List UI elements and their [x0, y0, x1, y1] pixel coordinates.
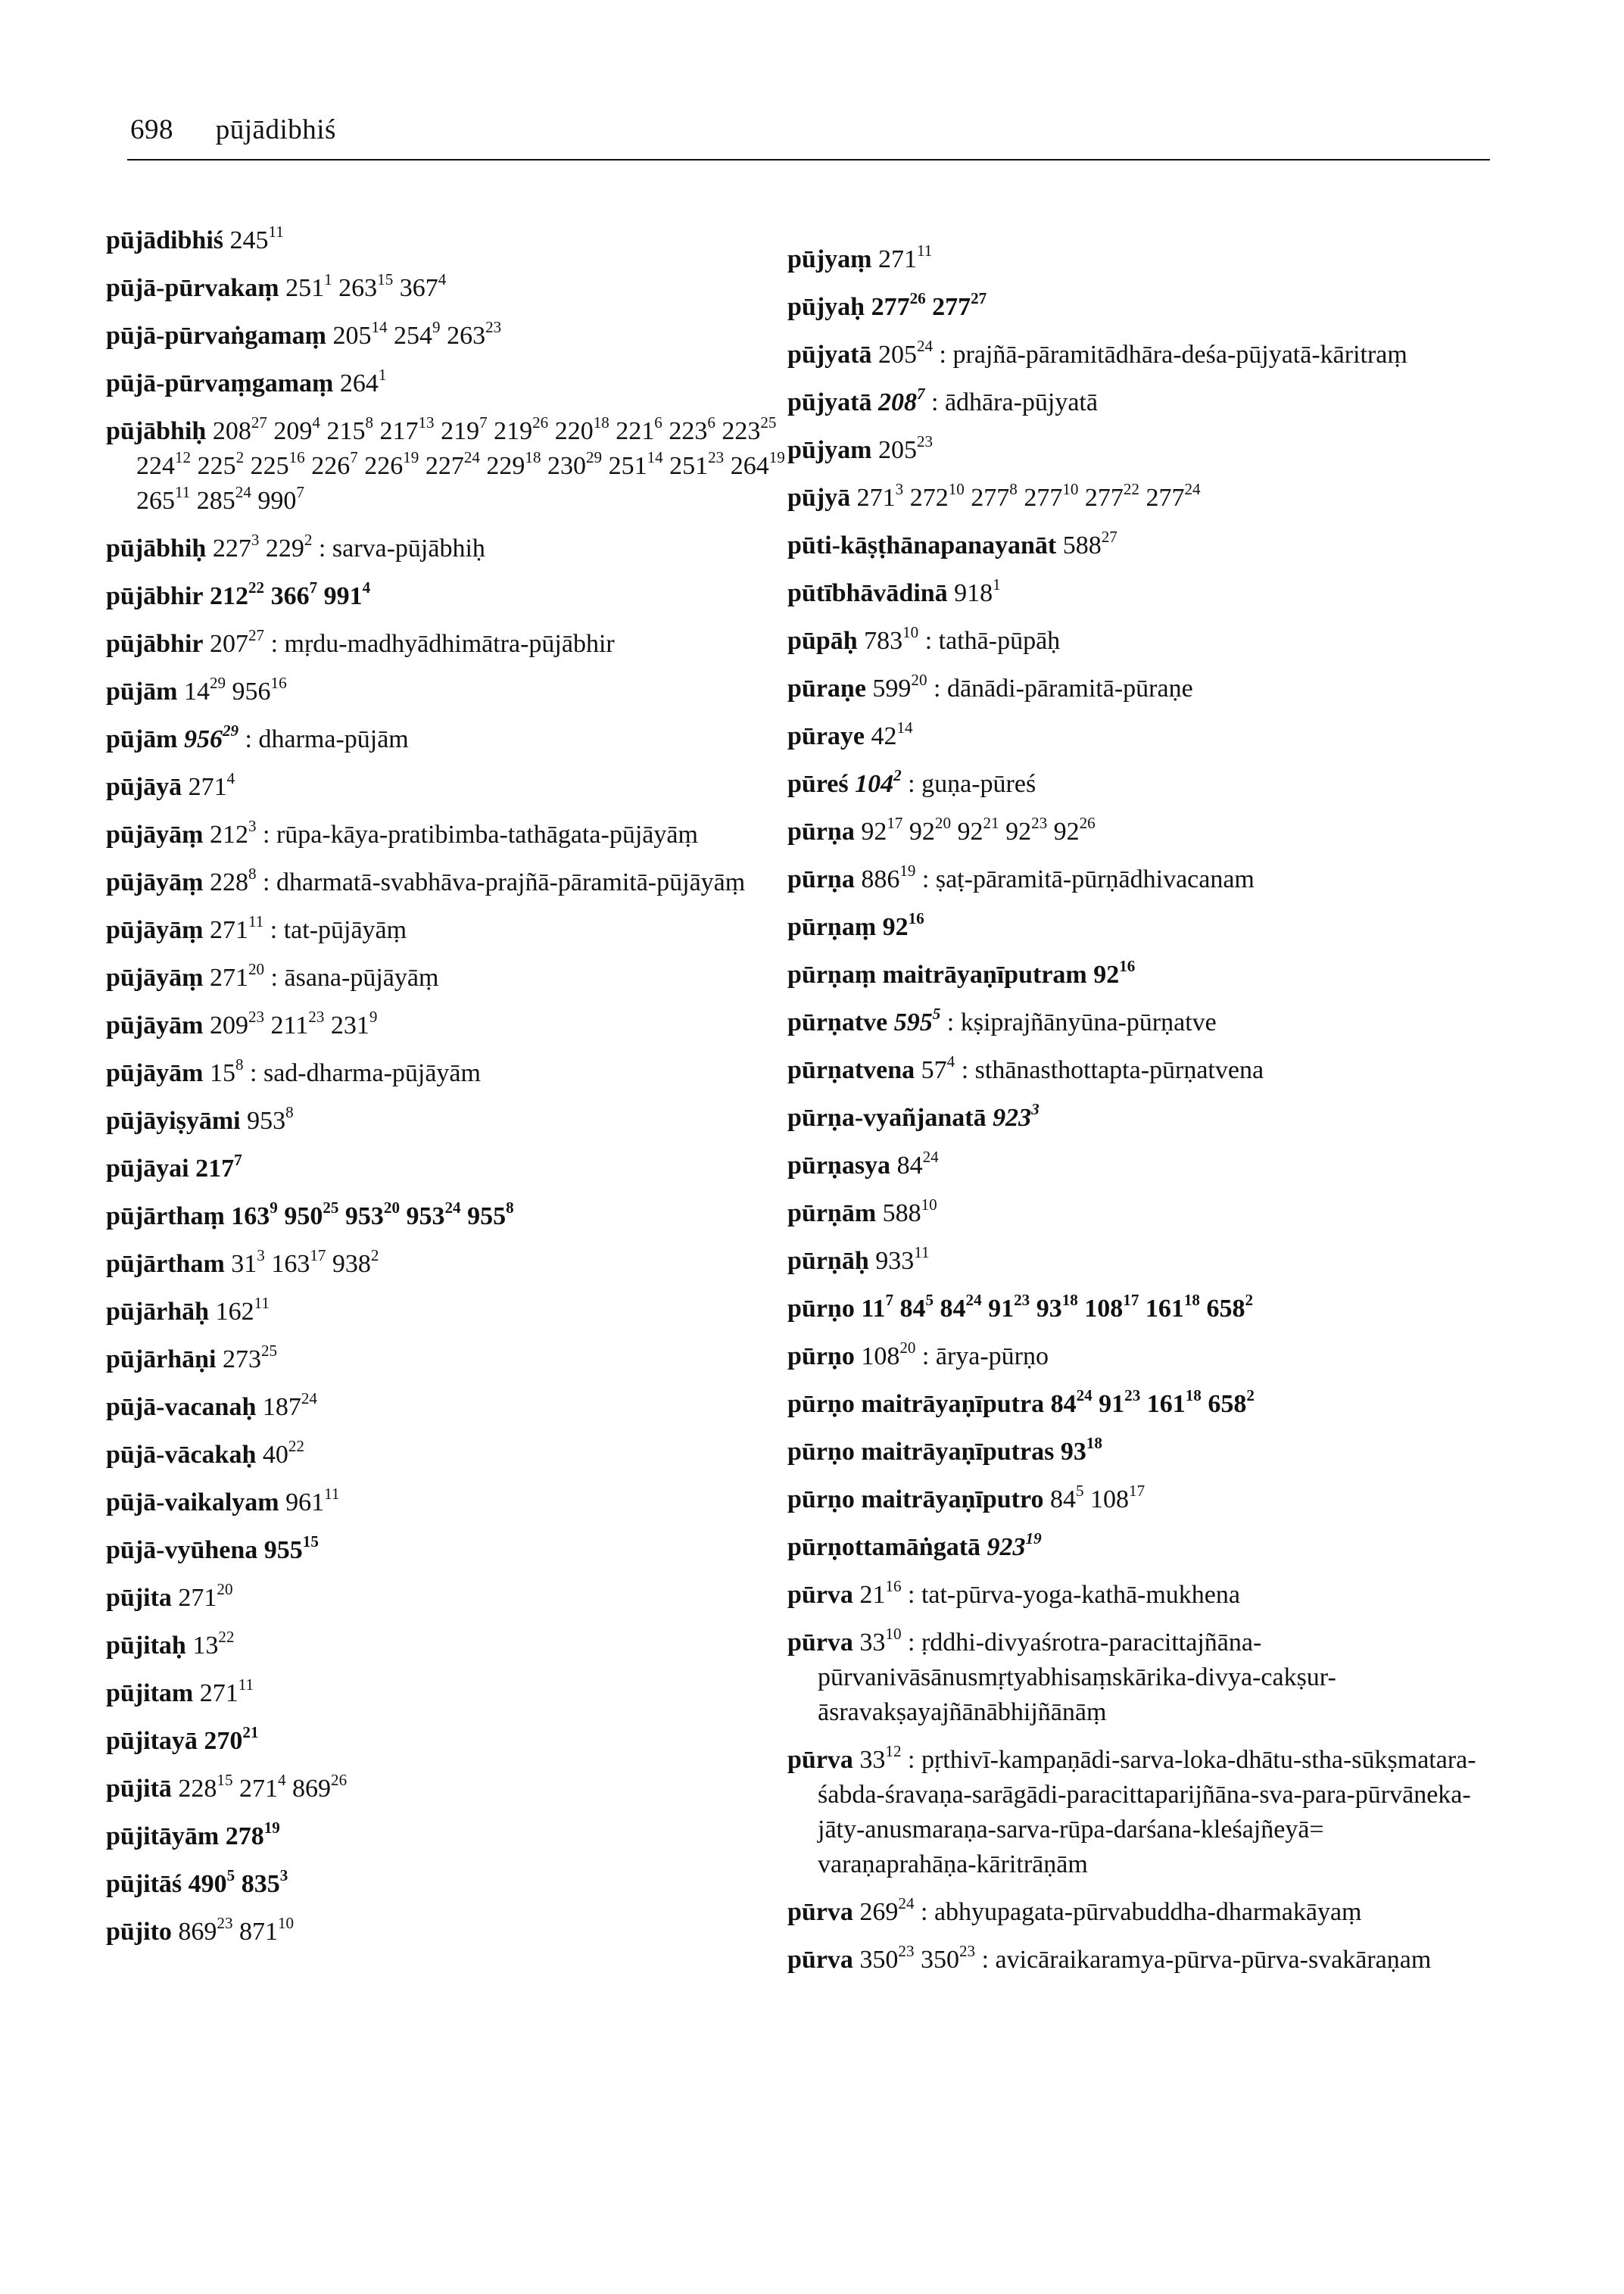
entry-headword: pūjyatā	[787, 388, 872, 416]
index-entry	[106, 1342, 803, 1377]
entry-headword: pūrṇottamāṅgatā	[787, 1533, 981, 1561]
index-entry: pūjābhir $207^{27}$ : mṛdu-madhyādhimātra-pūjābhir	[106, 625, 615, 658]
entry-gloss: guṇa-pūreś	[921, 770, 1036, 798]
index-entry	[787, 719, 1484, 754]
index-entry	[106, 1485, 803, 1520]
entry-references: $228^8$	[209, 864, 257, 896]
index-entry: pūrva $21^{16}$ : tat-pūrva-yoga-kathā-mukhena	[787, 1576, 1240, 1609]
entry-references: $277^{26}$ $277^{27}$	[871, 288, 987, 321]
index-entry: pūjyatā $205^{24}$ : prajñā-pāramitādhāra-deśa-pūjyatā-kāritraṃ	[787, 336, 1407, 369]
entry-references: $869^{23}$ $871^{10}$	[178, 1913, 295, 1946]
index-entry: pūjyatā $208^7$ : ādhāra-pūjyatā	[787, 384, 1098, 416]
entry-references: $251^1$ $263^{15}$ $367^4$	[285, 270, 447, 302]
entry-references: $227^3$ $229^2$	[212, 530, 313, 563]
entry-headword: pūrṇo maitrāyaṇīputra	[787, 1390, 1045, 1418]
index-entry	[787, 1196, 1484, 1231]
entry-gloss: tathā-pūpāḥ	[938, 627, 1061, 655]
entry-headword: pūjāyāṃ	[106, 916, 204, 944]
index-entry	[106, 1152, 803, 1186]
index-entry	[787, 910, 1484, 945]
entry-references: $208^{27}$ $209^4$ $215^8$ $217^{13}$ $219^7$ $219^{26}$ $220^{18}$ $221^6$ $223^6$ $223^{25}$ $224^{12}$ $225^2$ $225^{16}$ $226^7$ $226^{19}$ $227^{24}$ $229^{18}$ $230^{29}$ $251^{14}$ $251^{23}$ $264^{19}$ $265^{11}$ $285^{24}$ $990^7$	[136, 413, 785, 515]
entry-references: $270^{21}$	[204, 1722, 259, 1755]
entry-references: $208^7$	[877, 384, 925, 416]
index-entry: pūjāyāṃ $271^{20}$ : āsana-pūjāyāṃ	[106, 959, 439, 992]
index-entry	[106, 675, 803, 709]
entry-headword: pūjāyām	[106, 1011, 204, 1039]
index-entry: pūjāyām $15^8$ : sad-dharma-pūjāyām	[106, 1055, 481, 1087]
running-head	[130, 114, 336, 146]
index-entry	[106, 414, 803, 519]
entry-gloss: kṣiprajñānyūna-pūrṇatve	[960, 1008, 1217, 1036]
entry-references: $207^{27}$	[210, 625, 265, 658]
entry-headword: pūjām	[106, 725, 178, 753]
index-entry	[106, 1008, 803, 1043]
entry-references: $490^5$ $835^3$	[188, 1865, 288, 1898]
index-column-right	[787, 242, 1484, 1990]
entry-headword: pūjāyāṃ	[106, 821, 204, 849]
entry-references: $11^7$ $84^5$ $84^{24}$ $91^{23}$ $93^{18}$ $108^{17}$ $161^{18}$ $658^2$	[861, 1290, 1253, 1323]
entry-references: $955^{15}$	[263, 1532, 319, 1564]
entry-headword: pūjitam	[106, 1679, 194, 1707]
entry-references: $588^{10}$	[882, 1195, 937, 1227]
entry-headword: pūrṇo maitrāyaṇīputro	[787, 1485, 1044, 1513]
entry-references: $40^{22}$	[262, 1436, 304, 1469]
index-entry	[106, 271, 803, 306]
entry-gloss: āsana-pūjāyāṃ	[284, 964, 439, 992]
index-entry	[106, 1247, 803, 1282]
entry-headword: pūpāḥ	[787, 627, 858, 655]
entry-headword: pūtībhāvādinā	[787, 579, 948, 607]
entry-headword: pūjitaḥ	[106, 1632, 186, 1660]
entry-gloss: dānādi-pāramitā-pūraṇe	[946, 675, 1193, 703]
entry-references: $212^3$	[209, 816, 257, 849]
entry-references: $271^{11}$	[199, 1675, 254, 1707]
index-entry	[787, 815, 1484, 849]
entry-headword: pūraṇe	[787, 675, 866, 703]
entry-headword: pūjārthaṃ	[106, 1202, 225, 1230]
entry-headword: pūrva	[787, 1581, 853, 1609]
index-entry: pūrṇo $108^{20}$ : ārya-pūrṇo	[787, 1338, 1049, 1370]
entry-headword: pūjyā	[787, 484, 851, 512]
index-entry	[787, 528, 1484, 563]
index-entry	[787, 481, 1484, 516]
entry-gloss: mṛdu-madhyādhimātra-pūjābhir	[284, 630, 615, 658]
entry-references: $961^{11}$	[285, 1484, 340, 1516]
entry-references: $92^{16}$	[882, 909, 924, 941]
entry-gloss: sad-dharma-pūjāyām	[263, 1059, 481, 1087]
entry-headword: pūjā-pūrvaṃgamaṃ	[106, 369, 334, 397]
entry-headword: pūjā-vyūhena	[106, 1536, 258, 1564]
entry-gloss: dharmatā-svabhāva-prajñā-pāramitā-pūjāyāṃ	[276, 868, 746, 896]
index-entry	[787, 1435, 1484, 1470]
entry-headword: pūrṇo	[787, 1295, 855, 1323]
entry-headword: pūjāyā	[106, 773, 182, 801]
index-entry	[106, 1676, 803, 1711]
entry-references: $783^{10}$	[864, 622, 919, 655]
entry-headword: pūjādibhiś	[106, 226, 223, 254]
entry-headword: pūjāyām	[106, 1059, 204, 1087]
entry-references: $209^{23}$ $211^{23}$ $231^9$	[209, 1007, 378, 1039]
entry-references: $14^{29}$ $956^{16}$	[183, 673, 287, 706]
entry-headword: pūjitayā	[106, 1727, 198, 1755]
entry-references: $886^{19}$	[861, 861, 916, 893]
entry-references: $595^5$	[893, 1004, 941, 1036]
entry-headword: pūjitā	[106, 1775, 172, 1803]
entry-headword: pūrṇaṃ maitrāyaṇīputram	[787, 961, 1087, 989]
entry-gloss: ṣaṭ-pāramitā-pūrṇādhivacanam	[935, 865, 1255, 893]
page-number: 698	[130, 114, 173, 145]
entry-gloss: tat-pūjāyāṃ	[283, 916, 407, 944]
entry-headword: pūjyaṃ	[787, 245, 872, 273]
index-entry	[106, 1629, 803, 1663]
index-entry	[106, 1724, 803, 1759]
entry-references: $15^8$	[209, 1055, 244, 1087]
entry-references: $187^{24}$	[262, 1389, 317, 1421]
index-entry: pūrva $33^{10}$ : ṛddhi-divyaśrotra-paracittajñāna-pūrvanivāsānusmṛtyabhisaṃskārika-divya-cakṣur-āsravakṣayajñānābhijñānāṃ	[787, 1624, 1336, 1726]
entry-headword: pūrṇasya	[787, 1152, 891, 1180]
header-rule	[127, 159, 1490, 161]
entry-references: $271^{11}$	[877, 241, 933, 273]
entry-references: $599^{20}$	[872, 670, 927, 703]
entry-references: $271^{20}$	[209, 959, 265, 992]
entry-headword: pūrṇatvena	[787, 1056, 915, 1084]
index-entry	[106, 1438, 803, 1473]
entry-headword: pūjāyāṃ	[106, 868, 204, 896]
entry-headword: pūjābhiḥ	[106, 535, 207, 563]
entry-references: $273^{25}$	[223, 1341, 278, 1373]
entry-references: $205^{24}$	[877, 336, 934, 369]
entry-references: $84^{24}$	[896, 1147, 939, 1180]
entry-references: $264^1$	[339, 365, 387, 397]
index-entry	[787, 1292, 1484, 1326]
index-entry: pūrva $350^{23}$ $350^{23}$ : avicāraikaramya-pūrva-pūrva-svakāraṇam	[787, 1941, 1432, 1974]
entry-headword: pūjāyāṃ	[106, 964, 204, 992]
index-entry	[106, 1199, 803, 1234]
entry-references: $956^{29}$	[183, 721, 239, 753]
entry-references: $350^{23}$ $350^{23}$	[859, 1941, 976, 1974]
entry-references: $93^{18}$	[1060, 1433, 1102, 1466]
entry-headword: pūrṇo maitrāyaṇīputras	[787, 1438, 1055, 1466]
entry-gloss: ṛddhi-divyaśrotra-paracittajñāna-pūrvanivāsānusmṛtyabhisaṃskārika-divya-cakṣur-āsravakṣayajñānābhijñānāṃ	[818, 1629, 1336, 1726]
entry-references: $33^{12}$	[859, 1741, 902, 1774]
index-entry	[106, 1581, 803, 1616]
index-entry: pūrva $269^{24}$ : abhyupagata-pūrvabuddha-dharmakāyaṃ	[787, 1893, 1362, 1926]
entry-headword: pūjita	[106, 1584, 172, 1612]
entry-references: $271^{20}$	[178, 1579, 233, 1612]
index-entry: pūjām $956^{29}$ : dharma-pūjām	[106, 721, 409, 753]
entry-headword: pūrṇo	[787, 1342, 855, 1370]
index-entry: pūjābhiḥ $227^3$ $229^2$ : sarva-pūjābhiḥ	[106, 530, 485, 563]
entry-headword: pūjā-vaikalyam	[106, 1488, 279, 1516]
entry-headword: pūrṇām	[787, 1199, 877, 1227]
entry-headword: pūrṇāḥ	[787, 1247, 869, 1275]
index-entry	[787, 1244, 1484, 1279]
entry-gloss: rūpa-kāya-pratibimba-tathāgata-pūjāyāṃ	[276, 821, 698, 849]
entry-gloss: prajñā-pāramitādhāra-deśa-pūjyatā-kāritraṃ	[952, 341, 1407, 369]
index-column-left	[106, 223, 803, 1962]
entry-references: $245^{11}$	[229, 222, 284, 254]
entry-references: $13^{22}$	[192, 1627, 235, 1660]
index-entry: pūrṇa $886^{19}$ : ṣaṭ-pāramitā-pūrṇādhivacanam	[787, 861, 1255, 893]
entry-headword: pūjā-vācakaḥ	[106, 1441, 257, 1469]
index-entry	[106, 770, 803, 805]
entry-gloss: sarva-pūjābhiḥ	[332, 535, 485, 563]
entry-headword: pūjyatā	[787, 341, 872, 369]
index-entry	[787, 290, 1484, 325]
entry-references: $923^3$	[993, 1099, 1040, 1132]
entry-headword: pūjābhiḥ	[106, 417, 207, 445]
entry-headword: pūrṇatve	[787, 1008, 888, 1036]
entry-headword: pūjito	[106, 1918, 172, 1946]
index-entry	[106, 1867, 803, 1902]
entry-references: $33^{10}$	[859, 1624, 902, 1657]
entry-headword: pūjārtham	[106, 1250, 225, 1278]
entry-headword: pūjāyai	[106, 1155, 189, 1183]
index-entry: pūreś $104^2$ : guṇa-pūreś	[787, 765, 1036, 798]
entry-headword: pūrṇa	[787, 818, 855, 846]
entry-headword: pūjyaḥ	[787, 293, 865, 321]
entry-headword: pūjārhāḥ	[106, 1298, 210, 1326]
running-title: pūjādibhiś	[215, 114, 336, 145]
entry-headword: pūjyam	[787, 436, 872, 464]
entry-references: $212^{22}$ $366^7$ $991^4$	[210, 578, 371, 610]
index-entry: pūrṇatvena $57^4$ : sthānasthottapta-pūrṇatvena	[787, 1052, 1264, 1084]
entry-headword: pūti-kāṣṭhānapanayanāt	[787, 531, 1057, 559]
entry-references: $21^{16}$	[859, 1576, 902, 1609]
index-entry	[787, 1101, 1484, 1136]
entry-headword: pūrva	[787, 1746, 853, 1774]
index-entry	[106, 1295, 803, 1329]
entry-headword: pūjābhir	[106, 630, 204, 658]
index-entry: pūpāḥ $783^{10}$ : tathā-pūpāḥ	[787, 622, 1061, 655]
entry-headword: pūjāyiṣyāmi	[106, 1107, 241, 1135]
entry-references: $104^2$	[855, 765, 902, 798]
entry-headword: pūrṇaṃ	[787, 913, 877, 941]
entry-headword: pūjā-pūrvaṅgamaṃ	[106, 322, 326, 350]
entry-headword: pūrva	[787, 1946, 853, 1974]
entry-gloss: sthānasthottapta-pūrṇatvena	[974, 1056, 1264, 1084]
entry-gloss: dharma-pūjām	[258, 725, 409, 753]
entry-headword: pūjābhir	[106, 582, 204, 610]
index-entry	[787, 1149, 1484, 1183]
entry-headword: pūjā-vacanaḥ	[106, 1393, 257, 1421]
index-entry	[106, 223, 803, 258]
entry-headword: pūrva	[787, 1898, 853, 1926]
index-entry	[106, 579, 803, 614]
index-entry	[787, 433, 1484, 468]
entry-references: $205^{14}$ $254^9$ $263^{23}$	[332, 317, 502, 350]
entry-references: $57^4$	[921, 1052, 955, 1084]
entry-headword: pūraye	[787, 722, 865, 750]
index-entry	[787, 1482, 1484, 1517]
entry-references: $953^8$	[247, 1102, 294, 1135]
entry-references: $92^{17}$ $92^{20}$ $92^{21}$ $92^{23}$ $92^{26}$	[861, 813, 1096, 846]
entry-references: $163^9$ $950^{25}$ $953^{20}$ $953^{24}$ $955^8$	[231, 1198, 514, 1230]
entry-references: $269^{24}$	[859, 1893, 915, 1926]
entry-references: $923^{19}$	[987, 1529, 1042, 1561]
entry-gloss: abhyupagata-pūrvabuddha-dharmakāyaṃ	[934, 1898, 1362, 1926]
index-entry	[106, 1533, 803, 1568]
entry-references: $31^3$ $163^{17}$ $938^2$	[231, 1245, 379, 1278]
entry-references: $918^1$	[954, 575, 1001, 607]
index-entry: pūraṇe $599^{20}$ : dānādi-pāramitā-pūraṇe	[787, 670, 1193, 703]
entry-gloss: pṛthivī-kampaṇādi-sarva-loka-dhātu-stha-sūkṣmatara-śabda-śravaṇa-sarāgādi-paracittaparijñāna-sva-para-pūrvāneka-jāty-anusmaraṇa-sarva-rūpa-darśana-kleśajñeyā= varaṇaprahāṇa-kāritrāṇām	[818, 1746, 1476, 1878]
index-entry	[106, 1915, 803, 1950]
index-entry	[787, 1387, 1484, 1422]
entry-references: $228^{15}$ $271^4$ $869^{26}$	[178, 1770, 348, 1803]
entry-headword: pūjām	[106, 678, 178, 706]
index-entry: pūjāyāṃ $228^8$ : dharmatā-svabhāva-prajñā-pāramitā-pūjāyāṃ	[106, 864, 746, 896]
entry-headword: pūjitāyām	[106, 1822, 220, 1850]
index-entry	[106, 1819, 803, 1854]
entry-references: $108^{20}$	[861, 1338, 916, 1370]
entry-references: $217^7$	[195, 1150, 242, 1183]
entry-headword: pūrṇa-vyañjanatā	[787, 1104, 987, 1132]
index-entry	[787, 242, 1484, 277]
index-entry: pūrva $33^{12}$ : pṛthivī-kampaṇādi-sarva-loka-dhātu-stha-sūkṣmatara-śabda-śravaṇa-sarāgādi-paracittaparijñāna-sva-para-pūrvāneka-jāty-anusmaraṇa-sarva-rūpa-darśana-kleśajñeyā= varaṇaprahāṇa-kāritrāṇām	[787, 1741, 1476, 1878]
entry-gloss: tat-pūrva-yoga-kathā-mukhena	[921, 1581, 1240, 1609]
entry-references: $84^{24}$ $91^{23}$ $161^{18}$ $658^2$	[1050, 1385, 1255, 1418]
index-entry: pūjāyāṃ $271^{11}$ : tat-pūjāyāṃ	[106, 912, 407, 944]
index-entry	[787, 1530, 1484, 1565]
index-entry	[106, 1390, 803, 1425]
index-entry	[106, 366, 803, 401]
entry-references: $42^{14}$	[871, 718, 913, 750]
index-entry	[106, 1772, 803, 1806]
entry-headword: pūjārhāṇi	[106, 1345, 217, 1373]
entry-headword: pūrva	[787, 1629, 853, 1657]
entry-references: $588^{27}$	[1062, 527, 1117, 559]
entry-references: $271^3$ $272^{10}$ $277^8$ $277^{10}$ $277^{22}$ $277^{24}$	[856, 479, 1201, 512]
entry-references: $271^{11}$	[209, 912, 264, 944]
index-entry	[787, 576, 1484, 611]
index-entry: pūrṇatve $595^5$ : kṣiprajñānyūna-pūrṇatve	[787, 1004, 1217, 1036]
index-entry	[787, 958, 1484, 993]
index-entry	[106, 319, 803, 354]
entry-gloss: avicāraikaramya-pūrva-pūrva-svakāraṇam	[995, 1946, 1432, 1974]
entry-headword: pūjitāś	[106, 1870, 182, 1898]
entry-gloss: ādhāra-pūjyatā	[944, 388, 1098, 416]
entry-references: $92^{16}$	[1093, 956, 1136, 989]
index-entry	[106, 1104, 803, 1139]
entry-references: $278^{19}$	[225, 1818, 280, 1850]
entry-references: $933^{11}$	[875, 1242, 930, 1275]
entry-references: $271^4$	[188, 768, 235, 801]
entry-headword: pūjā-pūrvakaṃ	[106, 274, 279, 302]
entry-gloss: ārya-pūrṇo	[935, 1342, 1049, 1370]
index-entry: pūjāyāṃ $212^3$ : rūpa-kāya-pratibimba-tathāgata-pūjāyāṃ	[106, 816, 698, 849]
entry-headword: pūrṇa	[787, 865, 855, 893]
entry-references: $84^5$ $108^{17}$	[1049, 1481, 1146, 1513]
entry-references: $162^{11}$	[215, 1293, 270, 1326]
entry-headword: pūreś	[787, 770, 849, 798]
entry-references: $205^{23}$	[877, 432, 934, 464]
